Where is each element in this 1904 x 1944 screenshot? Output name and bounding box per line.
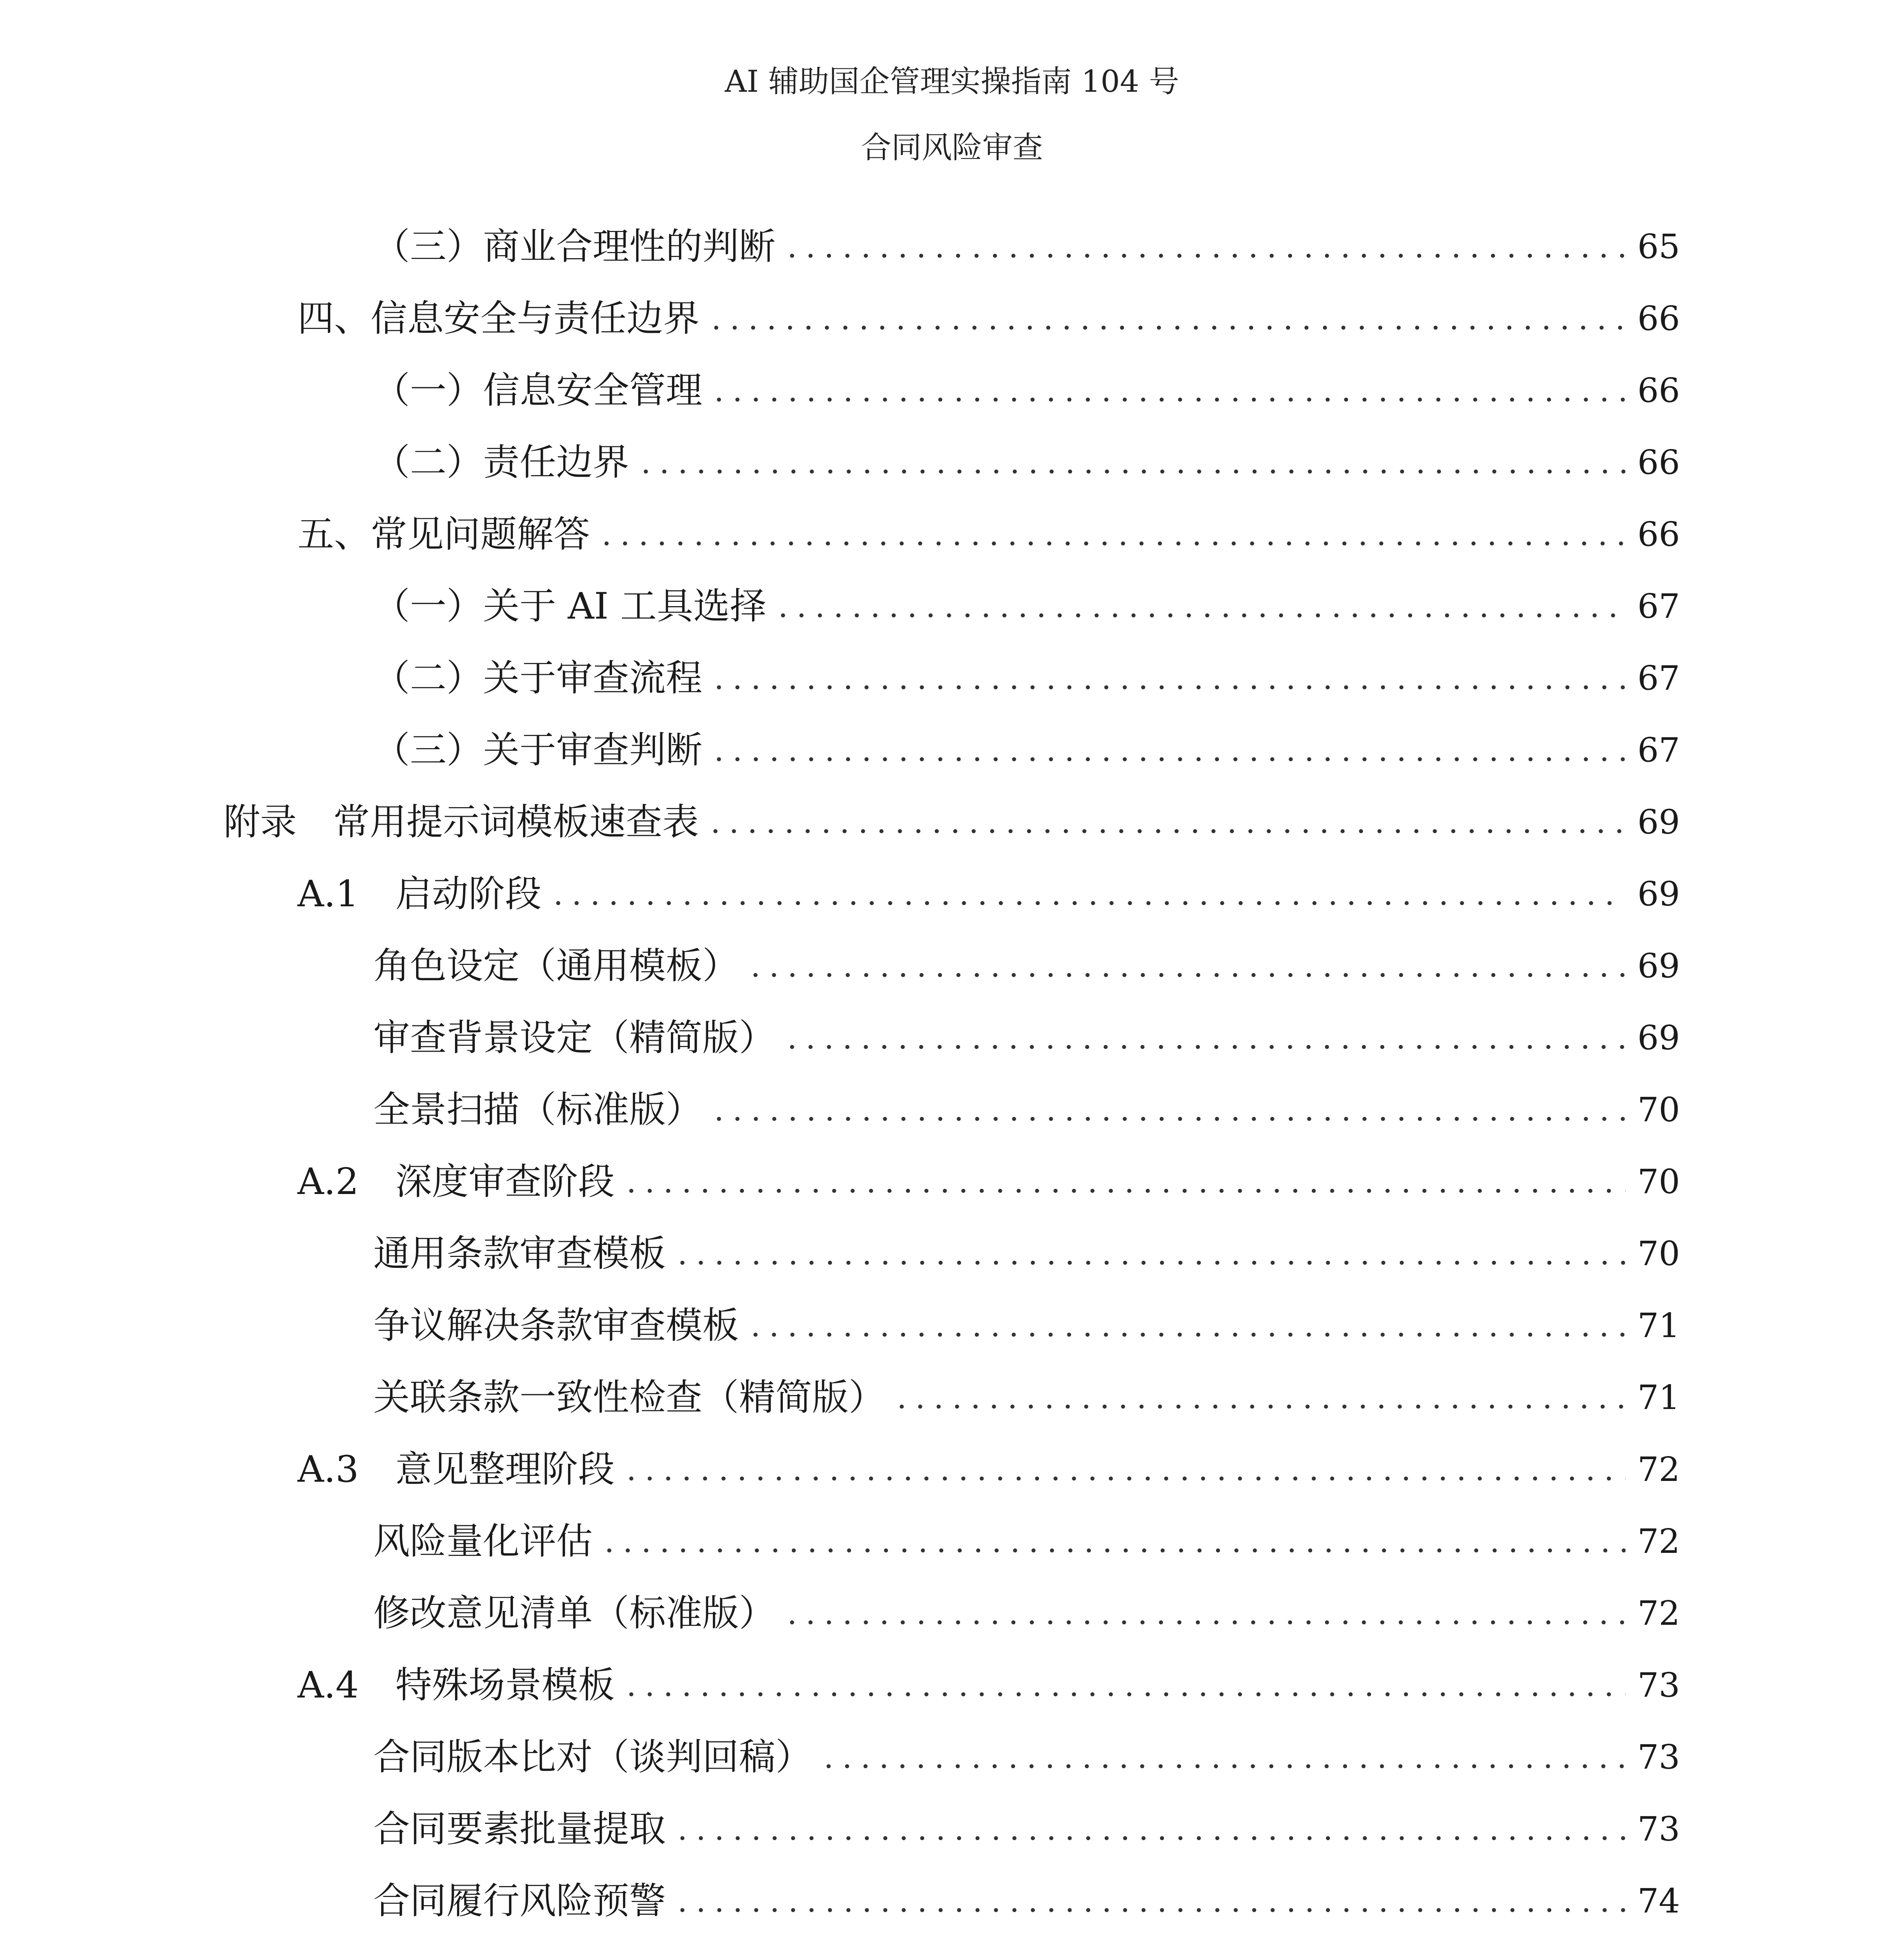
toc-entry[interactable] [224,799,1680,846]
toc-entry-page: 72 [1637,1450,1680,1489]
toc-dot-leader [677,1878,1626,1925]
toc-entry-page: 67 [1637,659,1680,698]
toc-entry-title: 合同要素批量提取 [373,1808,666,1850]
toc-dot-leader [553,871,1626,918]
toc-entry-title: A.1 启动阶段 [298,873,542,915]
toc-entry-title: （一）关于 AI 工具选择 [373,585,766,628]
toc-entry-title: 角色设定（通用模板） [373,945,739,987]
toc-dot-leader [602,511,1626,558]
toc-dot-leader [751,1302,1626,1349]
toc-entry[interactable] [373,1302,1680,1349]
toc-dot-leader [714,367,1626,414]
toc-dot-leader [751,943,1626,989]
toc-entry[interactable] [373,583,1680,630]
toc-entry-title: （三）关于审查判断 [373,729,703,771]
toc-dot-leader [710,799,1626,846]
toc-entry-page: 70 [1637,1234,1680,1273]
toc-entry-title: A.4 特殊场景模板 [298,1664,615,1706]
toc-dot-leader [714,1087,1626,1133]
toc-dot-leader [824,1734,1626,1781]
toc-entry[interactable] [373,1878,1680,1925]
toc-dot-leader [677,1806,1626,1853]
toc-entry-page: 69 [1637,1019,1680,1058]
toc-entry-title: （二）关于审查流程 [373,657,703,699]
toc-entry[interactable] [373,1374,1680,1421]
toc-entry-title: 五、常见问题解答 [298,513,590,556]
toc-entry[interactable] [373,655,1680,702]
toc-entry[interactable] [373,1590,1680,1637]
toc-entry-page: 74 [1637,1882,1680,1921]
toc-dot-leader [778,583,1626,630]
toc-entry[interactable] [298,1662,1680,1709]
toc-entry-title: 修改意见清单（标准版） [373,1592,776,1635]
toc-entry-page: 66 [1637,515,1680,554]
toc-dot-leader [714,655,1626,702]
toc-entry-title: 通用条款审查模板 [373,1232,666,1275]
toc-dot-leader [787,1015,1626,1061]
toc-entry[interactable] [373,1734,1680,1781]
toc-entry-title: A.2 深度审查阶段 [298,1161,615,1203]
toc-entry-title: 全景扫描（标准版） [373,1089,703,1131]
toc-entry-page: 67 [1637,731,1680,770]
toc-entry-title: 风险量化评估 [373,1520,593,1563]
toc-entry-page: 72 [1637,1522,1680,1561]
toc-entry-page: 71 [1637,1306,1680,1345]
toc-entry-page: 70 [1637,1091,1680,1129]
toc-dot-leader [641,439,1626,486]
toc-entry-page: 66 [1637,443,1680,482]
toc-entry[interactable] [298,295,1680,342]
toc-dot-leader [711,295,1626,342]
toc-entry[interactable] [298,511,1680,558]
toc-dot-leader [626,1446,1626,1493]
toc-entry-title: 四、信息安全与责任边界 [298,297,700,340]
toc-entry-title: A.3 意见整理阶段 [298,1448,615,1491]
toc-dot-leader [626,1662,1626,1709]
toc-entry-title: 合同履行风险预警 [373,1880,666,1922]
toc-dot-leader [787,224,1626,270]
toc-entry-title: （一）信息安全管理 [373,369,703,412]
toc-dot-leader [787,1590,1626,1637]
toc-entry-page: 69 [1637,803,1680,842]
toc-entry-page: 66 [1637,299,1680,338]
toc-entry-title: 附录 常用提示词模板速查表 [224,801,699,843]
toc-entry-title: 合同版本比对（谈判回稿） [373,1736,812,1778]
toc-entry[interactable] [298,1159,1680,1205]
running-header-subtitle: 合同风险审查 [861,130,1043,165]
toc-dot-leader [626,1159,1626,1205]
toc-entry-title: 审查背景设定（精简版） [373,1017,776,1059]
toc-entry[interactable] [373,1806,1680,1853]
toc-entry-title: 争议解决条款审查模板 [373,1304,739,1347]
toc-entry[interactable] [373,943,1680,989]
toc-entry-page: 73 [1637,1810,1680,1849]
toc-entry-page: 73 [1637,1738,1680,1777]
toc-entry-page: 69 [1637,875,1680,914]
toc-entry[interactable] [298,1446,1680,1493]
toc-entry-title: （二）责任边界 [373,441,630,484]
toc-dot-leader [714,727,1626,774]
running-header-title: AI 辅助国企管理实操指南 104 号 [724,64,1180,99]
toc-entry-page: 71 [1637,1378,1680,1417]
toc-entry[interactable] [373,1518,1680,1565]
toc-entry-page: 66 [1637,371,1680,410]
toc-entry[interactable] [373,727,1680,774]
toc-entry[interactable] [373,224,1680,270]
toc-entry-page: 65 [1637,227,1680,266]
toc-entry[interactable] [373,439,1680,486]
toc-entry-page: 73 [1637,1666,1680,1705]
toc-dot-leader [604,1518,1626,1565]
toc-entry-page: 72 [1637,1594,1680,1633]
toc-dot-leader [897,1374,1626,1421]
toc-dot-leader [677,1231,1626,1277]
toc-entry-page: 69 [1637,947,1680,986]
toc-entry[interactable] [373,1231,1680,1277]
toc-entry[interactable] [373,1087,1680,1133]
toc-entry[interactable] [373,367,1680,414]
toc-entry-page: 67 [1637,587,1680,626]
toc-entry-page: 70 [1637,1163,1680,1201]
toc-entry-title: （三）商业合理性的判断 [373,226,776,268]
toc-entry-title: 关联条款一致性检查（精简版） [373,1376,886,1419]
toc-entry[interactable] [373,1015,1680,1061]
toc-entry[interactable] [298,871,1680,918]
